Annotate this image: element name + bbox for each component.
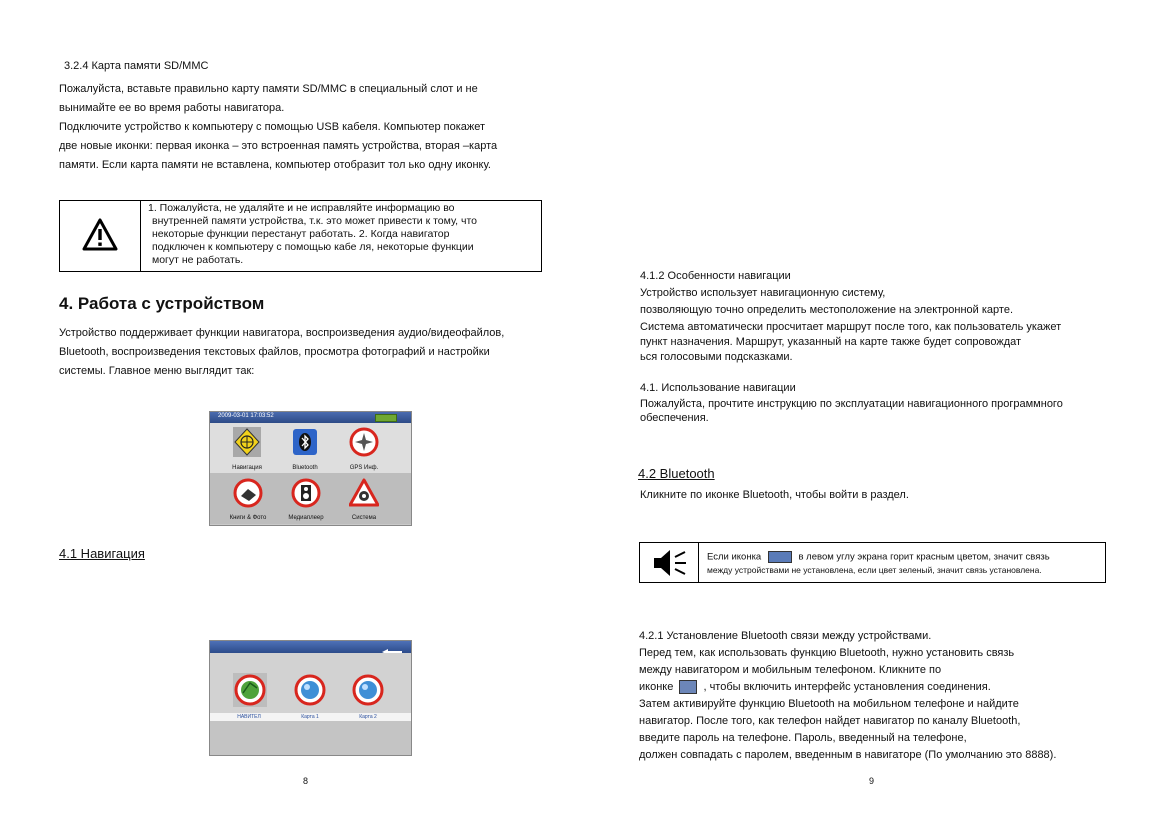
paragraph-line: Перед тем, как использовать функцию Bluetooth, нужно установить связь [639, 647, 1015, 659]
navigation-screenshot [209, 640, 412, 756]
paragraph-line: позволяющую точно определить местоположение на электронной карте. [640, 304, 1014, 316]
nav-label: Карта 1 [301, 714, 319, 720]
page-number: 9 [869, 776, 875, 786]
note-text: Если иконка [707, 551, 762, 563]
warning-line: внутренней памяти устройства, т.к. это может привести к тому, что [152, 215, 477, 227]
map2-icon [351, 673, 385, 707]
nav-label: Карта 2 [359, 714, 377, 720]
paragraph-line: Подключите устройство к компьютеру с помощью USB кабеля. Компьютер покажет [59, 121, 486, 133]
paragraph-line: Затем активируйте функцию Bluetooth на мобильном телефоне и найдите [639, 698, 1019, 710]
menu-label: Bluetooth [292, 465, 318, 471]
books-photo-icon [233, 478, 263, 508]
note-line: между устройствами не установлена, если цвет зеленый, значит связь установлена. [707, 565, 1042, 575]
warning-line: некоторые функции перестанут работать. 2. Когда навигатор [152, 228, 450, 240]
navitel-icon [233, 673, 267, 707]
paragraph-line: между навигатором и мобильным телефоном. Кликните по [639, 664, 942, 676]
menu-label: Медиаплеер [288, 515, 324, 521]
system-settings-icon [349, 478, 379, 508]
paragraph-line: пункт назначения. Маршрут, указанный на карте также будет сопровождат [640, 336, 1022, 348]
note-box [639, 542, 1106, 583]
gps-info-icon [349, 427, 379, 457]
bluetooth-status-icon [768, 551, 792, 563]
status-bar [210, 412, 411, 423]
paragraph-line: обеспечения. [640, 412, 709, 424]
paragraph-line: системы. Главное меню выглядит так: [59, 365, 255, 377]
paragraph-line: Пожалуйста, вставьте правильно карту памяти SD/MMC в специальный слот и не [59, 83, 478, 95]
paragraph-line: должен совпадать с паролем, введенным в навигаторе (По умолчанию это 8888). [639, 749, 1057, 761]
connection-icon [679, 680, 697, 694]
paragraph-line: введите пароль на телефоне. Пароль, введенный на телефоне, [639, 732, 967, 744]
note-line [707, 551, 1050, 563]
section-41-usage-heading: 4.1. Использование навигации [640, 382, 796, 394]
paragraph-line: ься голосовыми подсказками. [640, 351, 793, 363]
paragraph-line: Устройство использует навигационную систему, [640, 287, 886, 299]
navigation-icon [233, 427, 261, 457]
status-datetime: 2009-03-01 17:03:52 [218, 413, 274, 419]
map1-icon [293, 673, 327, 707]
warning-triangle-icon [82, 218, 118, 252]
speaker-icon [652, 548, 688, 578]
menu-label: Система [351, 515, 377, 521]
section-412-heading: 4.1.2 Особенности навигации [640, 270, 791, 282]
menu-label: Навигация [232, 465, 262, 471]
warning-line: могут не работать. [152, 254, 244, 266]
paragraph-line: Кликните по иконке Bluetooth, чтобы войти в раздел. [640, 489, 909, 501]
paragraph-line: Пожалуйста, прочтите инструкцию по эксплуатации навигационного программного [640, 398, 1063, 410]
page-number: 8 [303, 776, 309, 786]
battery-icon [375, 414, 397, 422]
section-324-heading: 3.2.4 Карта памяти SD/MMC [64, 60, 209, 72]
paragraph-text: , чтобы включить интерфейс установления соединения. [703, 681, 991, 693]
paragraph-line: две новые иконки: первая иконка – это встроенная память устройства, вторая –карта [59, 140, 498, 152]
section-41-heading: 4.1 Навигация [59, 546, 145, 561]
menu-label: GPS Инф. [349, 465, 379, 471]
warning-box [59, 200, 542, 272]
paragraph-line: вынимайте ее во время работы навигатора. [59, 102, 285, 114]
paragraph-line [639, 679, 991, 696]
back-arrow-icon [381, 643, 403, 650]
bluetooth-icon [293, 429, 317, 455]
paragraph-line: навигатор. После того, как телефон найдет навигатор по каналу Bluetooth, [639, 715, 1021, 727]
section-42-heading: 4.2 Bluetooth [638, 466, 715, 481]
paragraph-line: Устройство поддерживает функции навигатора, воспроизведения аудио/видеофайлов, [59, 327, 505, 339]
media-player-icon [291, 478, 321, 508]
menu-label: Книги & Фото [229, 515, 267, 521]
main-menu-screenshot [209, 411, 412, 526]
nav-label: НАВИТЕЛ [237, 714, 261, 720]
warning-line: 1. Пожалуйста, не удаляйте и не исправляйте информацию во [148, 202, 455, 214]
paragraph-line: Система автоматически просчитает маршрут после того, как пользователь укажет [640, 321, 1062, 333]
warning-line: подключен к компьютеру с помощью кабе ля, некоторые функции [152, 241, 474, 253]
paragraph-line: Bluetooth, воспроизведения текстовых файлов, просмотра фотографий и настройки [59, 346, 490, 358]
chapter-title: 4. Работа с устройством [59, 294, 265, 313]
paragraph-line: памяти. Если карта памяти не вставлена, компьютер отобразит тол ько одну иконку. [59, 159, 491, 171]
section-421-heading: 4.2.1 Установление Bluetooth связи между устройствами. [639, 630, 932, 642]
paragraph-text: иконке [639, 681, 674, 693]
nav-title-bar [210, 641, 411, 653]
note-text: в левом углу экрана горит красным цветом, значит связь [798, 551, 1050, 563]
